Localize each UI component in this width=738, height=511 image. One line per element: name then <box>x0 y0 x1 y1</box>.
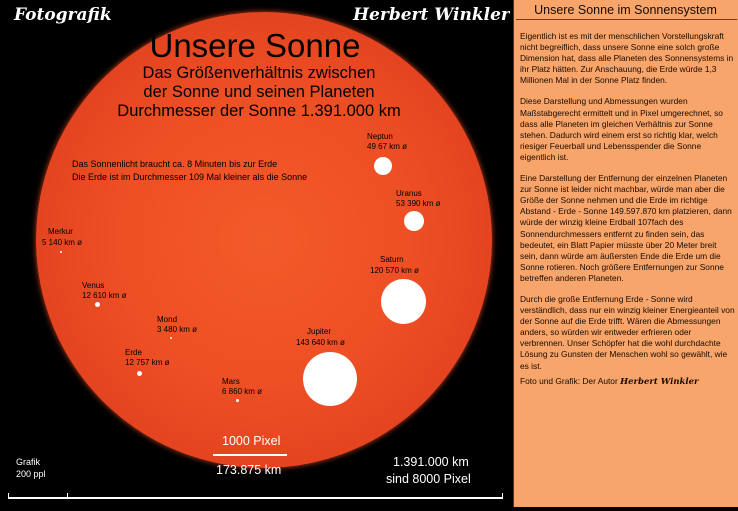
planet-name: Jupiter <box>307 327 332 336</box>
planet-dot <box>381 279 426 324</box>
right-logo: Herbert Winkler <box>353 5 510 25</box>
planet-name: Venus <box>82 281 105 290</box>
baseline-tick-left <box>8 493 9 498</box>
planet-diameter: 12 610 km ø <box>82 291 127 300</box>
planet-diameter: 120 570 km ø <box>370 266 419 275</box>
planet-diameter: 143 640 km ø <box>296 338 345 347</box>
planet-dot <box>404 211 424 231</box>
planet-name: Neptun <box>367 132 393 141</box>
subtitle-line-2: der Sonne und seinen Planeten <box>143 83 375 101</box>
panel-title: Unsere Sonne im Sonnensystem <box>534 3 717 17</box>
baseline-tick-right <box>502 493 503 498</box>
ppi-label: 200 ppl <box>16 469 46 479</box>
credit-text: Foto und Grafik: Der Autor <box>520 375 618 386</box>
baseline-rule <box>8 497 503 499</box>
planet-dot <box>137 371 142 376</box>
planet-dot <box>170 337 172 339</box>
note-line-1: Das Sonnenlicht braucht ca. 8 Minuten bis zur Erde <box>72 159 278 169</box>
planet-dot <box>95 302 100 307</box>
planet-diameter: 12 757 km ø <box>125 358 170 367</box>
planet-diameter: 53 390 km ø <box>396 199 441 208</box>
panel-paragraph: Eine Darstellung der Entfernung der einzelnen Planeten zur Sonne ist leider nicht machbar, würde man aber die Größe der Sonne nehmen und die Erde im richtige Abstand - Erde - Sonne 149.597.870 km platzieren, dann würde der winzig kleine Erdball 107fach des Sonnendurchmessers entfernt zu finden sein, das bedeutet, ein Blatt Papier müsste über 20 Meter breit sein, dann würde am äußersten Ende die Erde um die Sonne rotieren. Noch größere Entfernungen zur Sonne betreffen anderen Planeten. <box>520 173 732 283</box>
planet-diameter: 49 67 km ø <box>367 142 408 151</box>
planet-name: Uranus <box>396 189 422 198</box>
left-logo: Fotografik <box>14 5 112 25</box>
planet-name: Mars <box>222 377 240 386</box>
planet-diameter: 6 860 km ø <box>222 387 263 396</box>
planet-name: Mond <box>157 315 178 324</box>
sun-pixels-label: sind 8000 Pixel <box>386 472 471 486</box>
panel-paragraph: Durch die große Entfernung Erde - Sonne wird verständlich, dass nur ein winzig kleiner Energieanteil von der Sonne auf die Erde trifft. Wären die Abmessungen anders, so würden wir entweder erfrieren oder verbrennen. Unser Schöpfer hat die wohl durchdachte Lösung zu Gunsten der Menschen wohl so gewählt, wie es ist. <box>520 293 735 371</box>
subtitle-line-1: Das Größenverhältnis zwischen <box>142 64 376 82</box>
baseline-tick-mid <box>67 493 68 498</box>
subtitle-line-3: Durchmesser der Sonne 1.391.000 km <box>117 102 401 120</box>
panel-divider <box>516 19 737 20</box>
info-panel <box>510 0 738 511</box>
scale-km-label: 173.875 km <box>216 463 282 477</box>
scale-bar <box>213 454 287 456</box>
scale-pixels-label: 1000 Pixel <box>222 434 281 448</box>
panel-credit <box>520 376 736 388</box>
info-panel-card <box>513 0 738 507</box>
panel-body <box>520 31 736 398</box>
planet-diameter: 3 480 km ø <box>157 325 198 334</box>
planet-name: Erde <box>125 348 142 357</box>
planet-name: Saturn <box>380 255 404 264</box>
planet-dot <box>60 251 62 253</box>
planet-dot <box>236 399 239 402</box>
planet-dot <box>374 157 392 175</box>
note-line-2: Die Erde ist im Durchmesser 109 Mal kleiner als die Sonne <box>72 172 308 182</box>
planet-dot <box>303 352 357 406</box>
sun-km-label: 1.391.000 km <box>393 455 469 469</box>
panel-paragraph: Diese Darstellung und Abmessungen wurden Maßstabgerecht ermittelt und in Pixel umgerechnet, so dass alle Planeten im gleichen Verhältnis zur Sonne stehen. Dadurch wird einem erst so richtig klar, welch riesiger Feuerball und Lebensspender die Sonne eigentlich ist. <box>520 96 723 162</box>
credit-signature: Herbert Winkler <box>620 376 699 387</box>
planet-diameter: 5 140 km ø <box>42 238 83 247</box>
grafik-label: Grafik <box>16 457 41 467</box>
panel-paragraph: Eigentlich ist es mit der menschlichen Vorstellungskraft nicht begreiflich, dass unsere Sonne eine solch große Dimension hat, dass alle Planeten des Sonnensystems in ihr Platz hätten. Zur Anschauung, die Erde würde 1,3 Millionen Mal in der Sonne Platz finden. <box>520 31 734 86</box>
main-title: Unsere Sonne <box>149 27 361 64</box>
planet-name: Merkur <box>48 227 73 236</box>
